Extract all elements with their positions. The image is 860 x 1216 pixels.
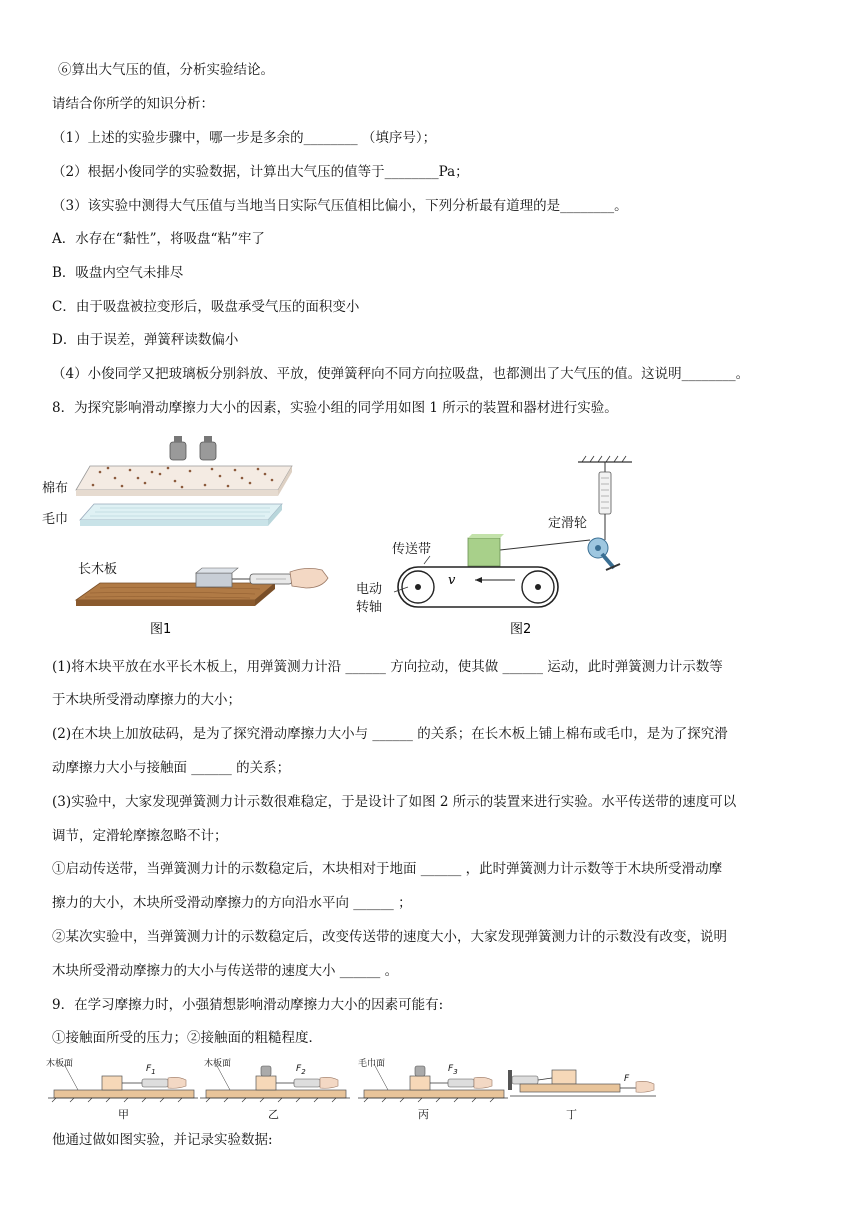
velocity-arrow bbox=[475, 577, 515, 583]
label-f2: $F_2$ bbox=[296, 1064, 306, 1076]
label-wood-2: 木板面 bbox=[204, 1059, 232, 1069]
towel bbox=[80, 504, 282, 526]
string bbox=[500, 540, 590, 550]
text-line: ②某次实验中，当弹簧测力计的示数稳定后，改变传送带的速度大小，大家发现弹簧测力计的示数没有改变，说明 bbox=[52, 929, 727, 945]
figure-2-caption: 图2 bbox=[510, 622, 532, 637]
wooden-block bbox=[468, 534, 504, 566]
label-motor-1: 电动 bbox=[356, 582, 383, 597]
label-pulley: 定滑轮 bbox=[548, 516, 588, 531]
figure-1-caption: 图1 bbox=[150, 622, 172, 637]
text-line: 他通过做如图实验，并记录实验数据: bbox=[52, 1132, 273, 1148]
diagram-ding bbox=[508, 1070, 656, 1096]
hand-icon bbox=[290, 568, 328, 588]
label-wood-1: 木板面 bbox=[46, 1059, 74, 1069]
caption-yi: 乙 bbox=[268, 1108, 279, 1121]
label-long-board: 长木板 bbox=[78, 562, 118, 577]
question-9: 9．在学习摩擦力时，小强猜想影响滑动摩擦力大小的因素可能有: bbox=[52, 997, 444, 1013]
diagram-yi bbox=[200, 1064, 350, 1102]
spring-scale-vertical bbox=[599, 472, 611, 540]
ceiling bbox=[578, 456, 632, 472]
text-line: (3)实验中，大家发现弹簧测力计示数很难稳定，于是设计了如图 2 所示的装置来进行实验。水平传送带的速度可以 bbox=[52, 794, 737, 810]
label-towel-surface: 毛巾面 bbox=[358, 1059, 386, 1069]
text-line: （3）该实验中测得大气压值与当地当日实际气压值相比偏小，下列分析最有道理的是________。 bbox=[52, 198, 628, 214]
text-line: ①接触面所受的压力；②接触面的粗糙程度． bbox=[52, 1030, 322, 1046]
text-line: 于木块所受滑动摩擦力的大小； bbox=[52, 692, 241, 708]
cotton-cloth bbox=[76, 466, 292, 496]
wooden-board bbox=[76, 583, 275, 606]
figure-1 bbox=[60, 428, 330, 648]
text-line: (2)在木块上加放砝码，是为了探究滑动摩擦力大小与 ______ 的关系；在长木板上铺上棉布或毛巾，是为了探究滑 bbox=[52, 726, 728, 742]
conveyor-belt bbox=[398, 567, 558, 607]
diagram-bing bbox=[358, 1064, 508, 1102]
caption-ding: 丁 bbox=[566, 1108, 577, 1121]
label-f1: $F_1$ bbox=[146, 1064, 156, 1076]
text-line: 调节，定滑轮摩擦忽略不计； bbox=[52, 828, 228, 844]
label-cotton: 棉布 bbox=[42, 481, 69, 496]
label-f3: $F_3$ bbox=[448, 1064, 458, 1076]
spring-scale bbox=[232, 574, 292, 584]
wooden-block bbox=[196, 568, 238, 587]
text-line: （2）根据小俊同学的实验数据，计算出大气压的值等于________Pa； bbox=[52, 164, 469, 180]
text-line: （1）上述的实验步骤中，哪一步是多余的________ （填序号）； bbox=[52, 130, 437, 146]
option-b: B．吸盘内空气未排尽 bbox=[52, 265, 184, 281]
text-line: 动摩擦力大小与接触面 ______ 的关系； bbox=[52, 760, 291, 776]
text-line: 擦力的大小，木块所受滑动摩擦力的方向沿水平向 ______ ； bbox=[52, 895, 412, 911]
pulley-icon bbox=[588, 538, 620, 570]
label-motor-2: 转轴 bbox=[356, 600, 383, 615]
weight-icon bbox=[170, 436, 216, 460]
label-towel: 毛巾 bbox=[42, 512, 69, 527]
text-line: (1)将木块平放在水平长木板上，用弹簧测力计沿 ______ 方向拉动，使其做 ______ 运动，此时弹簧测力计示数等 bbox=[52, 659, 723, 675]
text-line: 木块所受滑动摩擦力的大小与传送带的速度大小 ______ 。 bbox=[52, 963, 399, 979]
caption-jia: 甲 bbox=[118, 1108, 129, 1121]
text-line: 请结合你所学的知识分析： bbox=[52, 96, 214, 112]
label-belt: 传送带 bbox=[392, 542, 432, 557]
caption-bing: 丙 bbox=[418, 1108, 429, 1121]
label-f: F bbox=[624, 1074, 630, 1084]
text-line: ⑥算出大气压的值，分析实验结论。 bbox=[58, 62, 274, 78]
diagram-jia bbox=[48, 1064, 198, 1102]
text-line: ①启动传送带，当弹簧测力计的示数稳定后，木块相对于地面 ______ ，此时弹簧测力计示数等于木块所受滑动摩 bbox=[52, 861, 723, 877]
option-a: A．水存在“黏性”，将吸盘“粘”牢了 bbox=[52, 231, 265, 247]
text-line: （4）小俊同学又把玻璃板分别斜放、平放，使弹簧秤向不同方向拉吸盘，也都测出了大气压的值。这说明________。 bbox=[52, 366, 750, 382]
question-8: 8．为探究影响滑动摩擦力大小的因素，实验小组的同学用如图 1 所示的装置和器材进行实验。 bbox=[52, 400, 618, 416]
option-d: D．由于误差，弹簧秤读数偏小 bbox=[52, 332, 239, 348]
velocity-label: v bbox=[448, 573, 456, 588]
option-c: C．由于吸盘被拉变形后，吸盘承受气压的面积变小 bbox=[52, 299, 360, 315]
